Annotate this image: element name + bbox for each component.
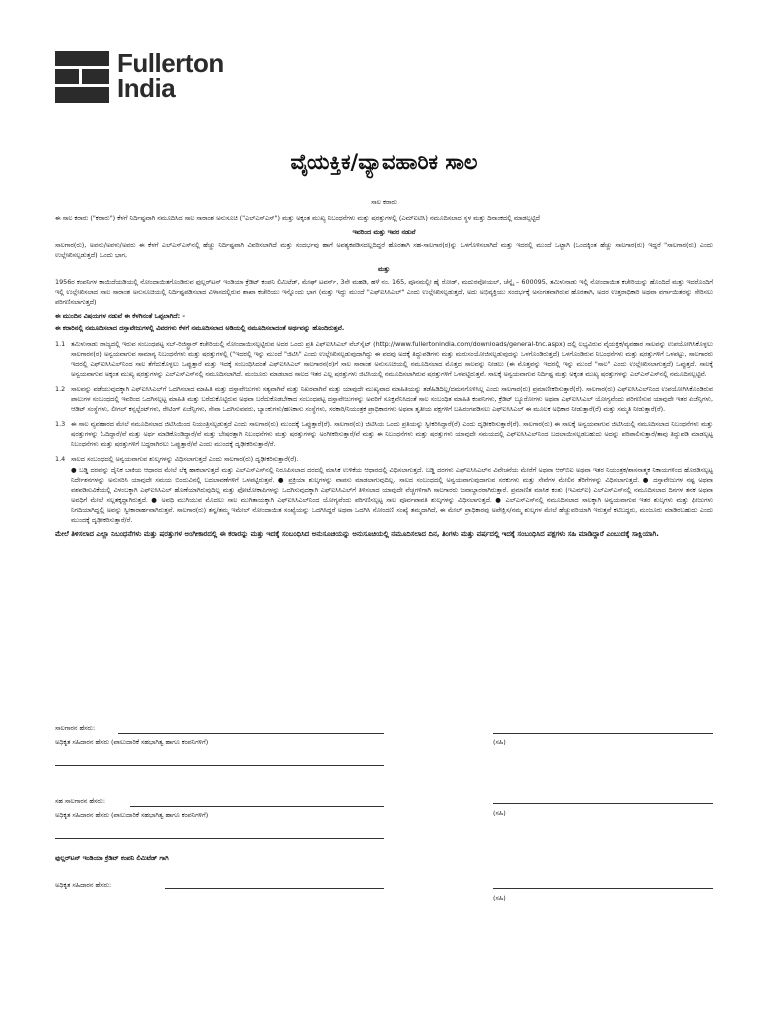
- clause-number: 1.4: [55, 455, 66, 463]
- borrower-name-line[interactable]: [118, 733, 384, 734]
- clause-1-3: [55, 419, 713, 449]
- co-borrower-auth-line[interactable]: [55, 838, 384, 839]
- company-auth-label: ಅಧಿಕೃತ ಸಹಿದಾರನ ಹೆಸರು:: [55, 881, 112, 889]
- agreement-heading: ಸಾಲ ಕರಾರು: [371, 198, 397, 206]
- clause-1-4-detail: ● ಬಡ್ಡಿ ದರವನ್ನು ದೈನಿಕ ಬಾಕಿಯ ಆಧಾರದ ಮೇಲೆ ಲೆಕ್ಕ ಹಾಕಲಾಗುತ್ತದೆ ಮತ್ತು ಎಲ್‌ಎಸ್‌ಎಸ್‌ನಲ್ಲಿ ನಿರೂಪಿಸಲಾದ ದರದಲ್ಲಿ ಮಾಸಿಕ ಉಳಿಕೆಯ ಆಧಾರದಲ್ಲಿ ವಿಧಿಸಲಾಗುತ್ತದೆ. ಬಡ್ಡಿ ದರಗಳು ಎಫ್‌ಐಸಿಸಿಎಲ್‌ನ ವಿವೇಚನೆಯ ಮೇರೆಗೆ ಅಥವಾ ಆರ್‌ಬಿಐ ಅಥವಾ ಇತರ ನಿಯಂತ್ರಕ/ಶಾಸನಾತ್ಮಕ ನಿಕಾಯಗಳಿಂದ ಹೊರಡಿಸಲ್ಪಟ್ಟ ನಿರ್ದೇಶನಗಳನ್ನು ಅನುಸರಿಸಿ ಯಾವುದೇ ಸಮಯ ಬಿಂದುವಿನಲ್ಲಿ ಬದಲಾವಣೆಗಳಿಗೆ ಒಳಪಟ್ಟಿರುತ್ತವೆ. ● ಪ್ರಕ್ರಿಯಾ ಶುಲ್ಕಗಳನ್ನು ವಾಪಸು ಮಾಡಲಾಗುವುದಿಲ್ಲ. ಸಾಲದ ಸಂಬಂಧದಲ್ಲಿ ಅನ್ವಯವಾಗುವುದಾಗುವ ಸರಕುಗಳು ಮತ್ತು ಸೇವೆಗಳ ಮೇಲಿನ ತೆರಿಗೆಗಳನ್ನು ವಿಧಿಸಲಾಗುತ್ತದೆ. ● ದಸ್ತಾವೇಜುಗಳ ನಷ್ಟ ಅಥವಾ ವಶಪಡಿಸುವಿಕೆಯಲ್ಲಿ ವಿಳಂಬಕ್ಕಾಗಿ ಎಫ್‌ಐಸಿಸಿಎಲ್ ಹೊಣೆಯಾಗಿರುವುದಿಲ್ಲ ಮತ್ತು ಫೋಟೋಕಾಪಿಗಳನ್ನು ಒದಗಿಸುವುದಕ್ಕಾಗಿ ಎಫ್‌ಐಸಿಸಿಎಲ್‌ಗೆ ತಿಳಿಸಲಾದ ಯಾವುದೇ ವೆಚ್ಚಗಳಿಗಾಗಿ ಸಾಲಗಾರರು ಜವಾಬ್ದಾರರಾಗಿರುತ್ತಾರೆ. ಪ್ರಮಾಣಿತ ಮಾಸಿಕ ಕಂತು (ಇಎಮ್‌ಐ) ಎಲ್‌ಎಸ್‌ಎಸ್‌ನಲ್ಲಿ ನಮೂದಿಸಲಾದ ದಿನಗಳ ತನಕ ಅಥವಾ ಅವಧಿಗೆ ಮೇಲೆ ಸಲ್ಲತಕ್ಕದ್ದಾಗಿರುತ್ತದೆ. ● ಅವಧಿ ಮುಗಿಯುವ ಮೊದಲು ಸಾಲ ಮುಗಿತಾಯಕ್ಕಾಗಿ ಎಫ್‌ಐಸಿಸಿಎಲ್‌ನಿಂದ ಯೋಗ್ಯವೆಂದು ಪರಿಗಣಿಸಲ್ಪಟ್ಟ ಸಾಲ ಪೂರ್ವಪಾವತಿ ಶುಲ್ಕಗಳನ್ನು ವಿಧಿಸಲಾಗುತ್ತದೆ. ● ಎಲ್‌ಎಸ್‌ಎಸ್‌ನಲ್ಲಿ ನಮೂದಿಸಲಾದ ಸಾಲಕ್ಕಾಗಿ ಅನ್ವಯವಾಗುವ ಇತರ ಶುಲ್ಕಗಳು ಮತ್ತು ಫೀಜುಗಳು ನಿಗದಿಯಾಗಿದ್ದಲ್ಲಿ ಅವನ್ನು ಸ್ವೀಕಾರಾರ್ಹವಾಗಿರುತ್ತವೆ. ಸಾಲಗಾರ(ರು) ತನ್ನ/ತಮ್ಮ ಇಮೇಲ್ ನೋಂದಾಯಿತ ಸಂಖ್ಯೆಯನ್ನು ಒದಗಿಸಿದ್ದರೆ ಅಥವಾ ಒದಗಿಸಿ ನೋಂದಣಿ ಸಂಖ್ಯೆ ತಮ್ಮದಾಗಿದೆ, ಈ ಮೇಲ್ ಪ್ರಾಧಿಕಾರವು ಅಪೇಕ್ಷಿಸ/ನಮ್ಮ ಶುಲ್ಕಗಳ ಮೇಲೆ ಹೆಚ್ಚುವರಿಯಾಗಿ ಇರುತ್ತವೆ ಕಟಿಬದ್ಧರು, ಮಂಜೂರು ಮಾಡಿರಬಹುದು ಎಂದು ಮುಂದಕ್ಕೆ ದೃಢೀಕರಿಸುತ್ತಾರೆ/ರೆ.: [71, 466, 713, 524]
- co-borrower-name-label: ಸಹ ಸಾಲಗಾರನ ಹೆಸರು:: [55, 797, 105, 805]
- co-borrower-auth-label: ಅಧಿಕೃತ ಸಹಿದಾರನ ಹೆಸರು (ಪಾಲುದಾರಿಕೆ ಸಹಭಾಗಿತ್ವ ಹಾಗೂ ಕಂಪನಿಗಳಿಗೆ): [55, 811, 209, 819]
- borrower-signature-label: (ಸಹಿ): [493, 738, 506, 746]
- document-title: ವೈಯಕ್ತಿಕ/ವ್ಯಾವಹಾರಿಕ ಸಾಲ: [290, 150, 478, 174]
- co-borrower-signature-label: (ಸಹಿ): [493, 809, 506, 817]
- brand-line-1: Fullerton: [117, 48, 224, 78]
- and-heading: ಮತ್ತು: [377, 265, 391, 273]
- clause-number: 1.2: [55, 385, 66, 393]
- agreed-heading: ಈ ಮುಂದಿನ ವಿಷಯಗಳ ನಡುವೆ ಈ ಕೆಳಗಿನಂತೆ ಒಪ್ಪಲಾಗಿದೆ: -: [55, 312, 186, 320]
- agreement-body: [55, 197, 713, 543]
- brand-name: [117, 48, 224, 103]
- clause-number: 1.3: [55, 420, 66, 428]
- borrower-auth-label: ಅಧಿಕೃತ ಸಹಿದಾರನ ಹೆಸರು (ಪಾಲುದಾರಿಕೆ ಸಹಭಾಗಿತ್ವ ಹಾಗೂ ಕಂಪನಿಗಳಿಗೆ): [55, 738, 209, 746]
- clause-text: ತಮಿಳುನಾಡು ರಾಜ್ಯದಲ್ಲಿ ಇರುವ ಸಂಬಂಧಪಟ್ಟ ಸಬ್-ರಿಜಿಸ್ಟ್ರಾರ್ ಕಚೇರಿಯಲ್ಲಿ ನೋಂದಾಯಿಸಲ್ಪಟ್ಟಿರುವ ಅದರ ಒಂದು ಪ್ರತಿ ಎಫ್‌ಐಸಿಸಿಎಲ್ ವೆಬ್‌ಸೈಟ್ (http://www.fullertonindia.com/downloads/general-tnc.aspx) ದಲ್ಲಿ ಲಭ್ಯವಿರುವ ವೈಯಕ್ತಿಕ/ವ್ಯವಹಾರ ಸಾಲವನ್ನು ಉಪಯೋಗಿಸಿಕೊಳ್ಳಲು ಸಾಲಗಾರನ(ರ) ಅನ್ವಯವಾಗುವ ಸಾಮಾನ್ಯ ನಿಬಂಧನೆಗಳು ಮತ್ತು ಷರತ್ತುಗಳಲ್ಲಿ ("ಇದರಲ್ಲಿ ಇನ್ನು ಮುಂದೆ "ಜಿಟಿಸಿ" ಎಂದು ಉಲ್ಲೇಖಿಸಲ್ಪಡುವುದಾಗಿದ್ದು ಈ ಪದವು ಅದಕ್ಕೆ ತಿದ್ದುಪಡಿಗಳು ಮತ್ತು ಮರುಸಂಯೋಜಿಸಲ್ಪಡುವುದನ್ನು ಒಳಗೊಂಡಿರುತ್ತದೆ) ಒಳಗೊಂಡಿರುವ ನಿಬಂಧನೆಗಳು ಮತ್ತು ಷರತ್ತುಗಳಿಗೆ ಒಳಪಟ್ಟು, ಸಾಲಗಾರರು ಇದರಲ್ಲಿ ಎಫ್‌ಐಸಿಸಿಎಲ್‌ನಿಂದ ಸಾಲ ತೆಗೆದುಕೊಳ್ಳಲು ಒಪ್ಪುತ್ತಾರೆ ಮತ್ತು ಇದಕ್ಕೆ ಸಂಬಂಧಿಸಿದಂತೆ ಎಫ್‌ಐಸಿಸಿಎಲ್ ಸಾಲಗಾರನ(ರ)ಗೆ ಸಾಲ ಸಾರಾಂಶ ಅನುಸೂಚಿಯಲ್ಲಿ ನಮೂದಿಸಲಾದ ಮೊತ್ತದ ಸಾಲವನ್ನು ನೀಡಲು (ಈ ಮೊತ್ತವನ್ನು ಇದರಲ್ಲಿ ಇನ್ನು ಮುಂದೆ "ಸಾಲ" ಎಂದು ಉಲ್ಲೇಖಿಸಲಾಗುತ್ತದೆ) ಒಪ್ಪುತ್ತದೆ. ಸಾಲಕ್ಕೆ ಅನ್ವಯವಾಗುವ ಅಕ್ಕಂತ ಮುಖ್ಯ ಷರತ್ತುಗಳನ್ನು ಎಲ್‌ಎಸ್‌ಎಸ್‌ನಲ್ಲಿ ನಮೂದಿಸಲಾಗಿದೆ. ಮಂಜೂರು ಮಾಡಲಾದ ಸಾಲದ ಇತರ ಎಲ್ಲ ಷರತ್ತುಗಳು ಜಿಟಿಸಿಯಲ್ಲಿ ನಮೂದಿಸಲಾಗಿರುವ ಷರತ್ತುಗಳಿಗೆ ಒಳಪಟ್ಟಿರುತ್ತವೆ. ಸಾಲಕ್ಕೆ ಅನ್ವಯವಾಗುವ ನಿರ್ದಿಷ್ಟ ಮತ್ತು ಅಕ್ಕಂತ ಮುಖ್ಯ ಷರತ್ತುಗಳನ್ನು ಎಲ್‌ಎಸ್‌ಎಸ್‌ನಲ್ಲಿ ನಮೂದಿಸಲ್ಪಟ್ಟಿವೆ.: [71, 340, 713, 378]
- brand-line-2: India: [117, 73, 176, 103]
- clause-text: ಈ ಸಾಲ ವ್ಯವಹಾರದ ಮೇಲೆ ನಮೂದಿಸಲಾದ ಜಿಟಿಸಿಯಿಂದ ನಿಯಂತ್ರಿಸಲ್ಪಡುತ್ತದೆ ಎಂದು ಸಾಲಗಾರ(ರು) ಮುಂದಕ್ಕೆ ಒಪ್ಪುತ್ತಾರೆ(ರೆ). ಸಾಲಗಾರ(ರು) ಜಿಟಿಸಿಯ ಒಂದು ಪ್ರತಿಯನ್ನು ಸ್ವೀಕರಿಸಿದ್ದಾರೆ(ರೆ) ಎಂದು ದೃಢೀಕರಿಸುತ್ತಾರೆ(ರೆ). ಸಾಲಗಾರ(ರು) ಈ ಸಾಲಕ್ಕೆ ಅನ್ವಯವಾಗುವ ಜಿಟಿಸಿಯಲ್ಲಿ ನಮೂದಿಸಲಾದ ನಿಬಂಧನೆಗಳು ಮತ್ತು ಷರತ್ತುಗಳನ್ನು ಓದಿದ್ದಾರೆ/ವೆ ಮತ್ತು ಅರ್ಥ ಮಾಡಿಕೊಂಡಿದ್ದಾರೆ/ವೆ ಮತ್ತು ಬೇಷರತ್ತಾಗಿ ನಿಬಂಧನೆಗಳು ಮತ್ತು ಷರತ್ತುಗಳನ್ನು ಅಂಗೀಕರಿಸುತ್ತಾರೆ/ವೆ ಮತ್ತು ಈ ನಿಬಂಧನೆಗಳು ಮತ್ತು ಷರತ್ತುಗಳು ಯಾವುದೇ ಸಮಯದಲ್ಲಿ ಎಫ್‌ಐಸಿಸಿಎಲ್‌ನಿಂದ ಬದಲಾಯಿಸಲ್ಪಡಬಹುದು ಅದನ್ನು ಪರಿಪಾಲಿಸುತ್ತಾರೆ/ತಾವು ತಿದ್ದುಪಡಿ ಮಾಡಲ್ಪಟ್ಟ ನಿಬಂಧನೆಗಳು ಮತ್ತು ಷರತ್ತುಗಳಿಗೆ ಬದ್ಧರಾಗಿರಲು ಒಪ್ಪುತ್ತಾರೆ/ವೆ ಎಂದು ಮುಂದಕ್ಕೆ ದೃಢೀಕರಿಸುತ್ತಾರೆ/ರೆ.: [71, 420, 713, 448]
- company-signature-label: (ಸಹಿ): [493, 894, 506, 902]
- clause-text: ಸಾಲದ ಸಂಬಂಧದಲ್ಲಿ ಅನ್ವಯವಾಗುವ ಶುಲ್ಕಗಳನ್ನು ವಿಧಿಸಲಾಗುತ್ತದೆ ಎಂದು ಸಾಲಗಾರ(ರು) ದೃಢೀಕರಿಸುತ್ತಾರೆ(ರೆ).: [71, 455, 299, 463]
- clause-1-2: [55, 384, 713, 414]
- intro-paragraph: ಈ ಸಾಲ ಕರಾರು ("ಕರಾರು") ಕೆಳಗೆ ನಿರ್ದಿಷ್ಟವಾಗಿ ನಮೂದಿಸಿದ ಸಾಲ ಸಾರಾಂಶ ಅನುಸೂಚಿ ("ಎಲ್‌ಎಸ್‌ಎಸ್") ಮತ್ತು ಅಕ್ಕಂತ ಮುಖ್ಯ ನಿಬಂಧನೆಗಳು ಮತ್ತು ಷರತ್ತುಗಳಲ್ಲಿ (ಎಮ್‌ಐಟಿಸಿ) ನಮೂದಿಸಲಾದ ಸ್ಥಳ ಮತ್ತು ದಿನಾಂಕದಲ್ಲಿ ಮಾಡಲ್ಪಟ್ಟಿದೆ: [55, 214, 540, 222]
- witness-paragraph: ಮೇಲೆ ತಿಳಿಸಲಾದ ಎಲ್ಲಾ ನಿಬಂಧನೆಗಳು ಮತ್ತು ಷರತ್ತುಗಳ ಅಂಗೀಕಾರದಲ್ಲಿ ಈ ಕರಾರನ್ನು ಮತ್ತು ಇದಕ್ಕೆ ಸಂಬಂಧಿಸಿದ ಅನುಸೂಚಿಯನ್ನು ಅನುಸೂಚಿಯಲ್ಲಿ ನಮೂದಿಸಲಾದ ದಿನ, ತಿಂಗಳು ಮತ್ತು ವರ್ಷದಲ್ಲಿ ಇದಕ್ಕೆ ಸಂಬಂಧಿಸಿದ ಪಕ್ಷಗಳು ಸಹಿ ಮಾಡಿದ್ದಾರೆ ಎಂಬುದಕ್ಕೆ ಸಾಕ್ಷಿಯಾಗಿ.: [55, 530, 659, 538]
- company-auth-line[interactable]: [165, 888, 384, 889]
- lender-paragraph: 1956ರ ಕಂಪನಿಗಳ ಕಾಯಿದೆಯಡಿಯಲ್ಲಿ ನೋಂದಾಯಿತಗೊಂಡಿರುವ ಫುಲ್ಲರ್‌ಟನ್ ಇಂಡಿಯಾ ಕ್ರೆಡಿಟ್ ಕಂಪನಿ ಲಿಮಿಟೆಡ್, ಮೇಘ್ ಟವರ್ಸ್, 3ನೇ ಮಹಡಿ, ಹಳೆ ನಂ. 165, ಪೂನಮಲ್ಲೀ ಹೈ ರೋಡ್, ಮದುರವೋಯಲ್, ಚೆನ್ನೈ – 600095, ತಮಿಳುನಾಡು ಇಲ್ಲಿ ನೋಂದಾಯಿತ ಕಚೇರಿಯನ್ನು ಹೊಂದಿದೆ ಮತ್ತು ಇದರೊಂದಿಗೆ ಇಲ್ಲಿ ಉಲ್ಲೇಖಿಸಲಾದ ಸಾಲ ಸಾರಾಂಶ ಅನುಸೂಚಿಯಲ್ಲಿ ನಿರ್ದಿಷ್ಟಪಡಿಸಲಾದ ವಿಳಾಸದಲ್ಲಿರುವ ಶಾಖಾ ಕಚೇರಿಯು ಇನ್ನೊಂದು ಭಾಗ (ಮತ್ತು ಇದ್ದು ಮುಂದೆ "ಎಫ್‌ಐಸಿಸಿಎಲ್" ಎಂದು ಉಲ್ಲೇಖಿಸಲ್ಪಡುತ್ತದೆ, ಅದು ಅಭಿವ್ಯಕ್ತಿಯು ಸಂದರ್ಭಕ್ಕೆ ಅಸಂಗತವಾಗಿರುವ ಹೊರತಾಗಿ, ಅದರ ಉತ್ತರಾಧಿಕಾರಿ ಅಥವಾ ವರ್ಗಾಯಿತರನ್ನು ಸೇರಿಸಲು ಪರಿಗಣಿಸಲಾಗುತ್ತದೆ): [55, 278, 713, 306]
- borrower-paragraph: ಸಾಲಗಾರ(ರು), ಅವನು/ಅವಳು/ಅವರು ಈ ಕೆಳಗೆ ಎಲ್‌ಎಸ್‌ಎಸ್‌ನಲ್ಲಿ ಹೆಚ್ಚು ನಿರ್ದಿಷ್ಟವಾಗಿ ವಿವರಿಸಲಾಗಿದೆ ಮತ್ತು ಸಂದರ್ಭವು ಹಾಗೆ ಅವಶ್ಯಕಪಡಿಸದಲ್ಲದಿದ್ದರೆ ಹೊರತಾಗಿ ಸಹ-ಸಾಲಗಾರ(ರ)ನ್ನು ಒಳಗೊಳಿಸಲಾಗಿದೆ ಮತ್ತು ಇದರಲ್ಲಿ ಮುಂದೆ ಒಟ್ಟಾಗಿ (ಒಂದಕ್ಕಿಂತ ಹೆಚ್ಚು ಸಾಲಗಾರ(ರು) ಇದ್ದರೆ "ಸಾಲಗಾರ(ರು) ಎಂದು ಉಲ್ಲೇಖಿಸಲ್ಪಡುತ್ತದೆ) ಒಂದು ಭಾಗ,: [55, 241, 713, 259]
- clause-1-1: [55, 339, 713, 379]
- borrower-signature-line[interactable]: [493, 733, 713, 734]
- company-signature-line[interactable]: [493, 888, 713, 889]
- between-heading: ಇವರಿಂದ ಮತ್ತು ಇವರ ನಡುವೆ: [352, 228, 416, 236]
- borrower-name-label: ಸಾಲಗಾರನ ಹೆಸರು:: [55, 724, 96, 732]
- company-for-label: ಫುಲ್ಲರ್‌ಟನ್ ಇಂಡಿಯಾ ಕ್ರೆಡಿಟ್ ಕಂಪನಿ ಲಿಮಿಟೆಡ್ ಗಾಗಿ: [55, 854, 169, 862]
- clause-number: 1.1: [55, 340, 66, 348]
- terms-heading: ಈ ಕರಾರಿನಲ್ಲಿ ನಮೂದಿಸಲಾದ ದಸ್ತಾವೇಜುಗಳಲ್ಲಿ ವಿವರಗಳು ಕೆಳಗೆ ನಮೂದಿಸಲಾದ ಅಡಿಯಲ್ಲಿ ನಮೂದಿಸಲಾದಂತೆ ಅರ್ಥವನ್ನು ಹೊಂದಿರುತ್ತವೆ.: [55, 324, 345, 332]
- borrower-auth-line[interactable]: [55, 765, 384, 766]
- co-borrower-signature-line[interactable]: [493, 803, 713, 804]
- fullerton-logo: [55, 48, 224, 103]
- logo-mark-icon: [55, 51, 109, 103]
- co-borrower-name-line[interactable]: [130, 806, 384, 807]
- clause-text: ಸಾಲವನ್ನು ಪಡೆಯುವುದಕ್ಕಾಗಿ ಎಫ್‌ಐಸಿಸಿಎಲ್‌ಗೆ ಒದಗಿಸಲಾದ ಮಾಹಿತಿ ಮತ್ತು ದಸ್ತಾವೇಜುಗಳು ಸತ್ಯವಾಗಿವೆ ಮತ್ತು ನಿಖರವಾಗಿವೆ ಮತ್ತು ಯಾವುದೇ ಮುಖ್ಯವಾದ ಮಾಹಿತಿಯನ್ನು ತಡೆಹಿಡಿದಿಲ್ಲ/ದಮನಗೊಳಿಸಿಲ್ಲ ಎಂದು ಸಾಲಗಾರ(ರು) ಪ್ರಮಾಣೀಕರಿಸುತ್ತಾರೆ(ರೆ). ಸಾಲಗಾರ(ರು) ಎಫ್‌ಐಸಿಸಿಎಲ್‌ನಿಂದ ಉಪಯೋಗಿಸಿಕೊಂಡಿರುವ ಪಾಲುಗಳ ಸಂಬಂಧದಲ್ಲಿ ಇವರಿಂದ ಒದಗಿಸಲ್ಪಟ್ಟ ಮಾಹಿತಿ ಮತ್ತು ಬರೆದುಕೊಟ್ಟಿರುವ ಅಥವಾ ಬರೆದುಕೊಡಬೇಕಾದ ಸಂಬಂಧಪಟ್ಟ ದಸ್ತಾವೇಜುಗಳನ್ನು ಅವರಿಗೆ ಸೂಕ್ತವೆನಿಸಿದಂತೆ ಸಾಲ ಸಂಬಂಧಿತ ಮಾಹಿತಿ ಕಂಪನಿಗಳು, ಕ್ರೆಡಿಟ್ ಬ್ಯೂರೋಗಳು ಅಥವಾ ಎಫ್‌ಐಸಿಸಿಎಲ್ ಯೋಗ್ಯವೆಂದು ಪರಿಗಣಿಸುವ ಯಾವುದೇ ಇತರ ಏಜೆನ್ಸಿಗಳು, ಆಡಿಟ್ ಸಂಸ್ಥೆಗಳು, ಲೀಗಲ್ ಕನ್ಸಲ್ಟೆಂಟ್‌ಗಳು, ರೇಟಿಂಗ್ ಏಜೆನ್ಸಿಗಳು, ಸೇವಾ ಒದಗಿಸುವವರು, ಬ್ಯಾಂಕುಗಳು/ಹಣಕಾಸು ಸಂಸ್ಥೆಗಳು, ಸರಕಾರಿ/ನಿಯಂತ್ರಕ ಪ್ರಾಧಿಕಾರಗಳು ಅಥವಾ ತೃತೀಯ ಪಕ್ಷಗಳಿಗೆ ಬಹಿರಂಗಪಡಿಸಲು ಎಫ್‌ಐಸಿಸಿಎಲ್ ಈ ಮೂಲಕ ಅಧಿಕಾರ ನೀಡುತ್ತಾರೆ(ರೆ) ಮತ್ತು ಸಮ್ಮತಿ ನೀಡುತ್ತಾರೆ(ರೆ).: [71, 385, 713, 413]
- clause-1-4: [55, 454, 713, 464]
